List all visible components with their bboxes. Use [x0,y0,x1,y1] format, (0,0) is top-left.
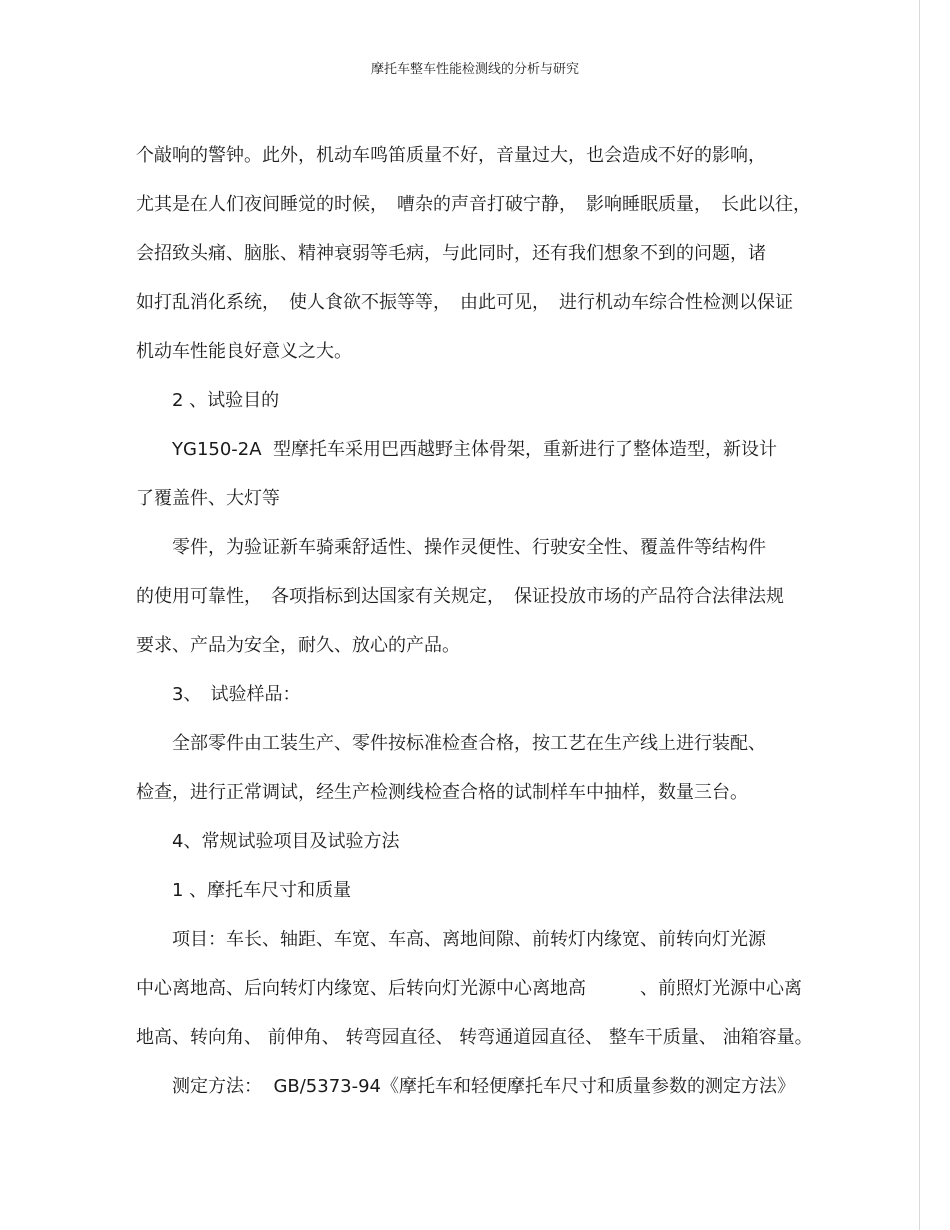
body-line: 1 、摩托车尺寸和质量 [172,880,352,901]
body-line: YG150-2A 型摩托车采用巴西越野主体骨架，重新进行了整体造型，新设计 [172,439,778,460]
body-line: 如打乱消化系统， 使人食欲不振等等， 由此可见， 进行机动车综合性检测以保证 [136,292,793,313]
body-line: 地高、转向角、 前伸角、 转弯园直径、 转弯通道园直径、 整车干质量、 油箱容量。 [136,1027,813,1048]
body-line: 检查，进行正常调试，经生产检测线检查合格的试制样车中抽样，数量三台。 [136,782,748,803]
body-line: 尤其是在人们夜间睡觉的时候， 嘈杂的声音打破宁静， 影响睡眠质量， 长此以往， [136,194,811,215]
body-line: 4、常规试验项目及试验方法 [172,831,400,852]
body-line: 中心离地高、后向转灯内缘宽、后转向灯光源中心离地高 、前照灯光源中心离 [136,978,802,999]
body-line: 零件，为验证新车骑乘舒适性、操作灵便性、行驶安全性、覆盖件等结构件 [172,537,766,558]
body-line: 测定方法： GB/5373-94《摩托车和轻便摩托车尺寸和质量参数的测定方法》 [172,1076,796,1097]
body-line: 2 、试验目的 [172,390,280,411]
body-line: 项目：车长、轴距、车宽、车高、离地间隙、前转灯内缘宽、前转向灯光源 [172,929,766,950]
body-line: 全部零件由工装生产、零件按标准检查合格，按工艺在生产线上进行装配、 [172,733,766,754]
body-line: 3、 试验样品： [172,684,301,705]
body-line: 会招致头痛、脑胀、精神衰弱等毛病，与此同时，还有我们想象不到的问题，诸 [136,243,766,264]
body-line: 要求、产品为安全，耐久、放心的产品。 [136,635,460,656]
page-header: 摩托车整车性能检测线的分析与研究 [370,62,579,77]
page-edge [919,0,920,1230]
body-line: 机动车性能良好意义之大。 [136,341,352,362]
body-line: 的使用可靠性， 各项指标到达国家有关规定， 保证投放市场的产品符合法律法规 [136,586,784,607]
body-line: 了覆盖件、大灯等 [136,488,280,509]
body-line: 个敲响的警钟。此外，机动车鸣笛质量不好，音量过大，也会造成不好的影响， [136,145,766,166]
